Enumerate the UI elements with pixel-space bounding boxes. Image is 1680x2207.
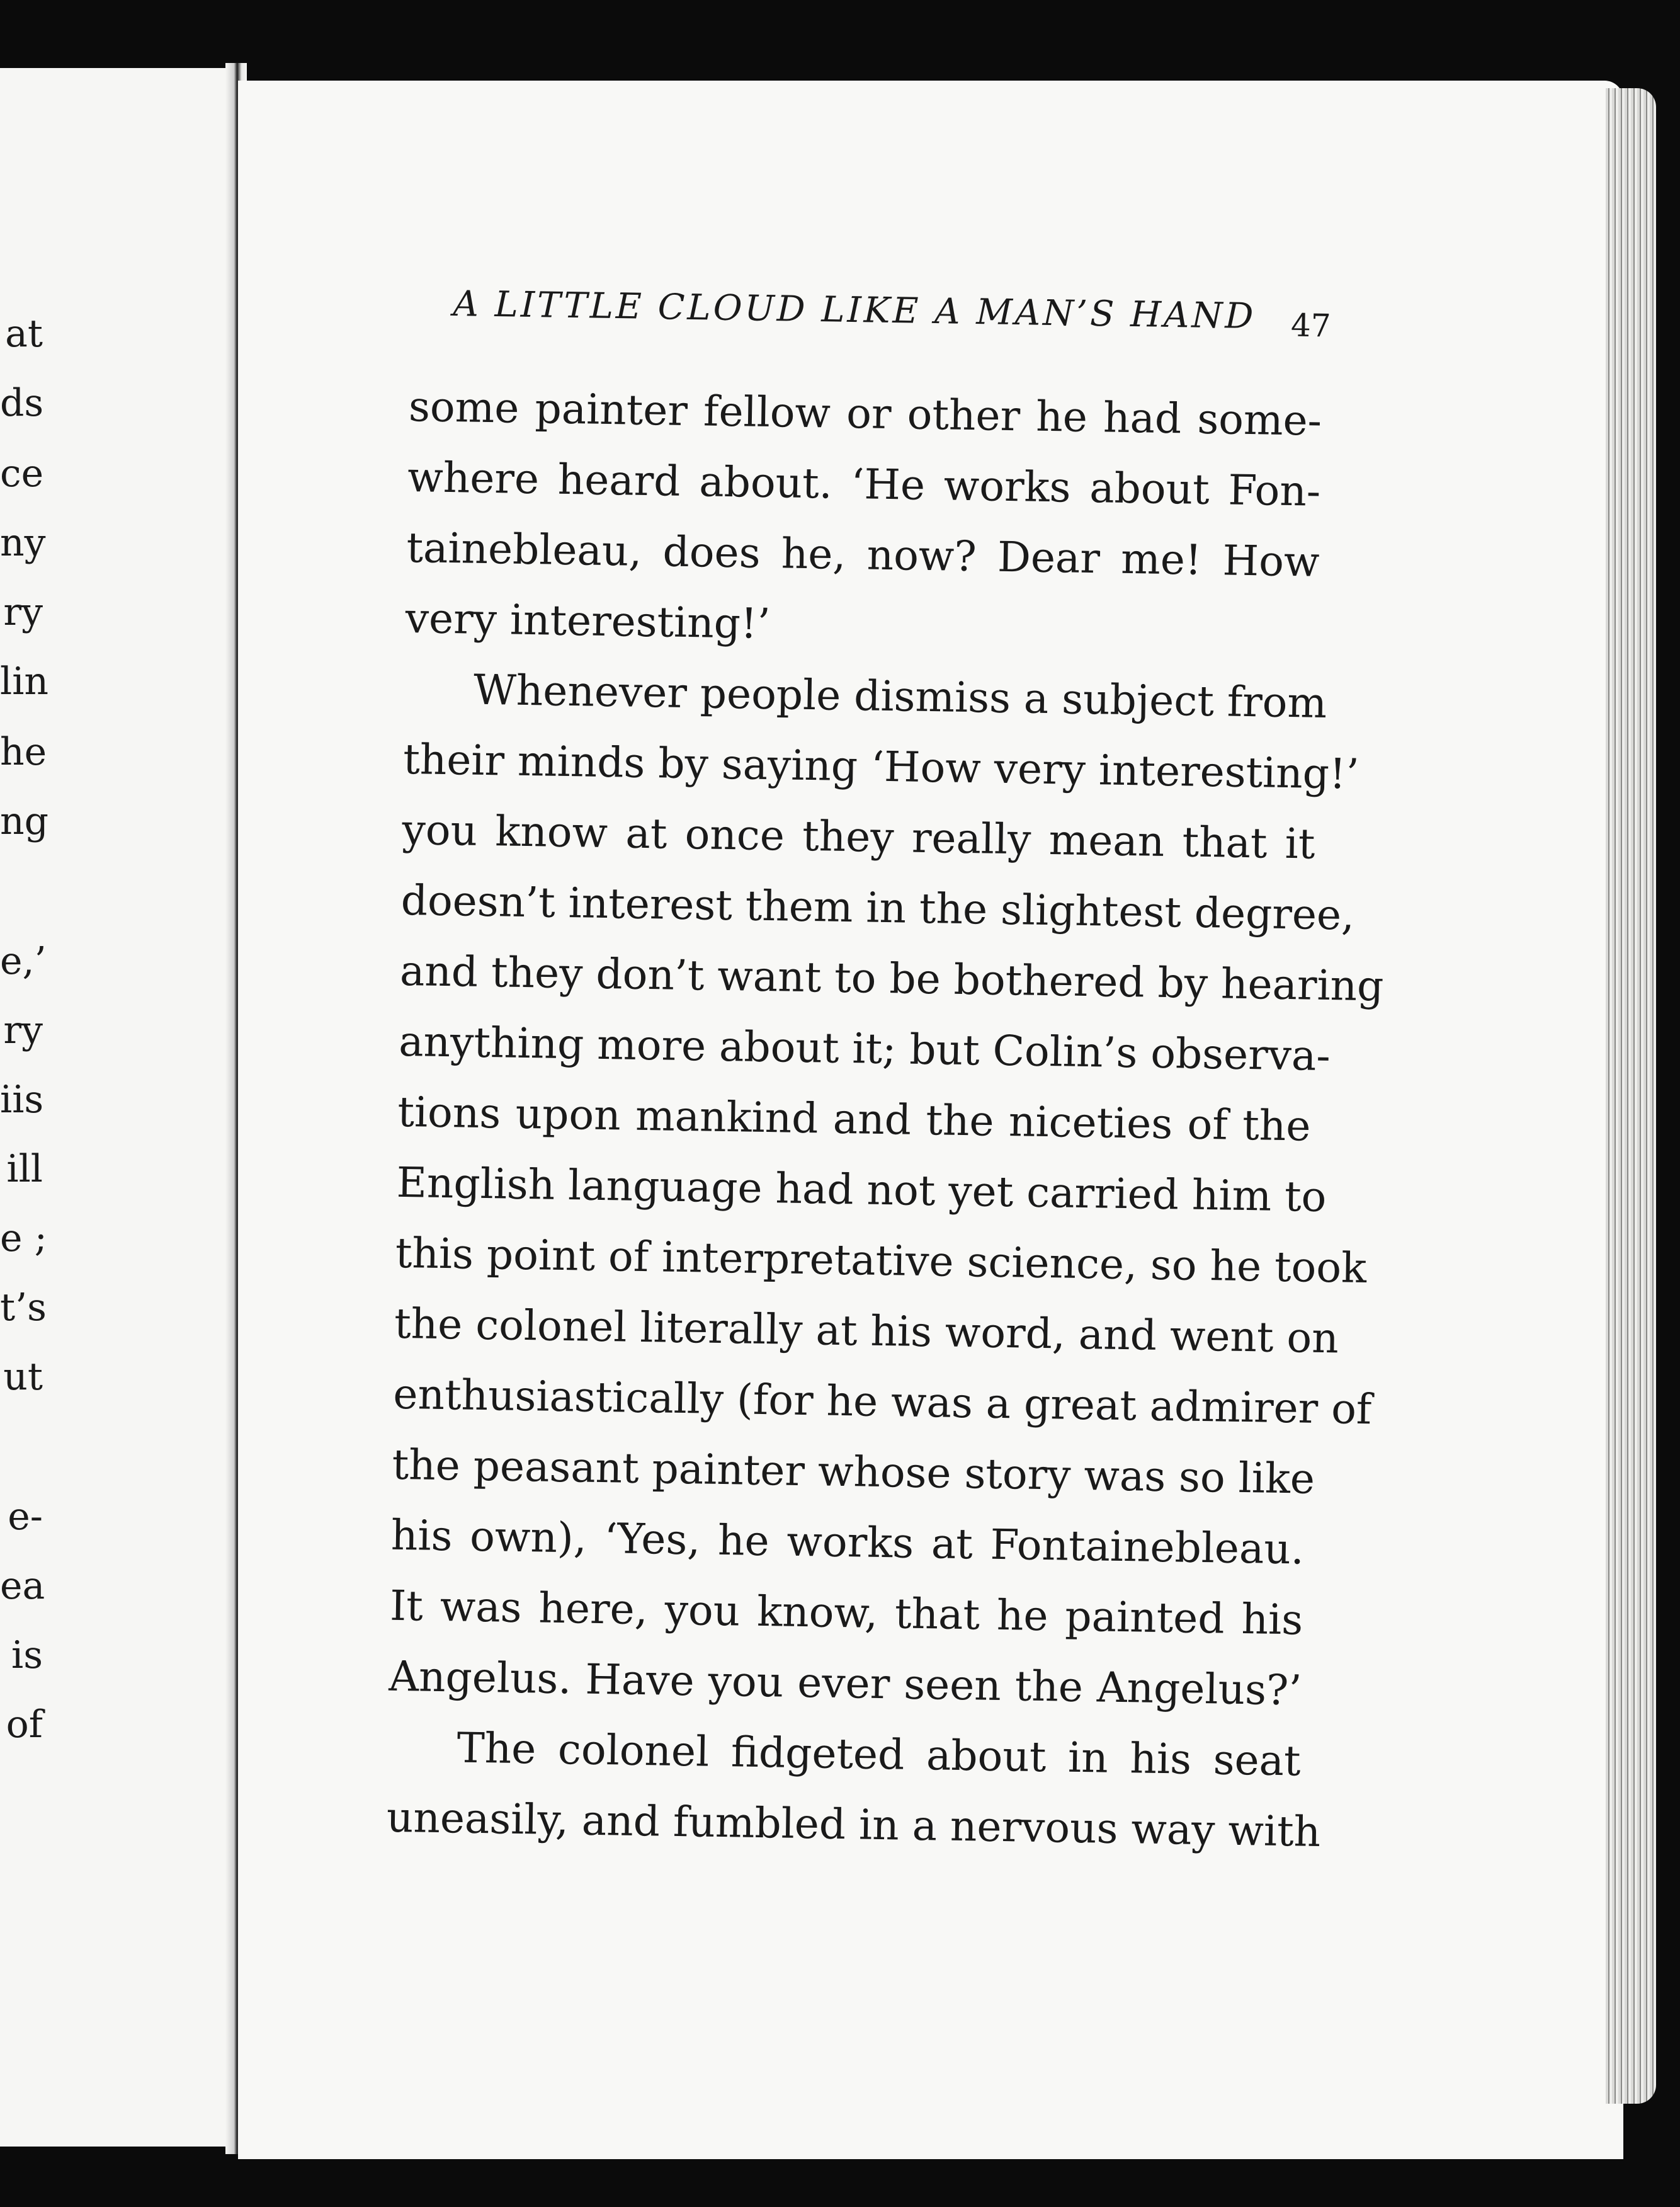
text-line: this point of interpretative science, so he took — [395, 1228, 1367, 1293]
text-line: tions upon mankind and the niceties of the — [397, 1087, 1311, 1151]
previous-page-line-fragment: ry — [3, 1008, 43, 1052]
text-line: anything more about it; but Colin’s observa- — [398, 1017, 1331, 1081]
text-line: The colonel fidgeted about in his seat — [457, 1723, 1302, 1786]
previous-page-line-fragment: is — [11, 1633, 43, 1677]
text-line: It was here, you know, that he painted his — [389, 1581, 1303, 1645]
previous-page-line-fragment: of — [6, 1702, 43, 1747]
text-line: where heard about. ‘He works about Fon- — [407, 452, 1321, 516]
previous-page-line-fragment: e,’ — [0, 939, 47, 983]
previous-page-line-fragment: he — [0, 730, 47, 774]
text-line: and they don’t want to be bothered by hearing — [399, 946, 1385, 1011]
previous-page-line-fragment: e- — [8, 1495, 43, 1539]
previous-page-line-fragment: iis — [0, 1078, 44, 1122]
previous-page-line-fragment: ny — [0, 521, 46, 565]
text-line: very interesting!’ — [405, 593, 771, 649]
text-line: enthusiastically (for he was a great admirer of — [392, 1369, 1372, 1434]
text-line: Angelus. Have you ever seen the Angelus?’ — [388, 1651, 1302, 1715]
text-line: the peasant painter whose story was so like — [392, 1440, 1315, 1503]
previous-page-line-fragment: ea — [0, 1564, 45, 1608]
text-line: tainebleau, does he, now? Dear me! How — [406, 523, 1320, 586]
previous-page — [0, 68, 238, 2147]
previous-page-line-fragment: lin — [0, 659, 49, 704]
text-line: the colonel literally at his word, and went on — [394, 1299, 1339, 1363]
previous-page-line-fragment: ng — [0, 799, 49, 843]
text-line: doesn’t interest them in the slightest degree, — [400, 875, 1355, 940]
page-number: 47 — [1290, 307, 1332, 345]
previous-page-line-fragment: ce — [0, 452, 44, 496]
running-head: A LITTLE CLOUD LIKE A MAN’S HAND — [452, 283, 1256, 338]
previous-page-line-fragment: at — [5, 312, 43, 356]
text-line: English language had not yet carried him to — [396, 1158, 1327, 1222]
text-line: his own), ‘Yes, he works at Fontainebleau. — [390, 1510, 1305, 1574]
previous-page-line-fragment: e ; — [0, 1216, 47, 1260]
text-line: some painter fellow or other he had some- — [408, 382, 1322, 445]
text-line: Whenever people dismiss a subject from — [473, 665, 1327, 727]
previous-page-line-fragment: ry — [3, 590, 43, 634]
page-edges — [1606, 88, 1656, 2104]
text-line: their minds by saying ‘How very interesting!’ — [402, 734, 1360, 799]
previous-page-line-fragment: ut — [3, 1355, 43, 1399]
text-line: you know at once they really mean that it — [401, 805, 1315, 869]
body-text — [386, 372, 1385, 1867]
previous-page-line-fragment: ill — [6, 1147, 43, 1191]
previous-page-line-fragment: ds — [0, 381, 44, 425]
text-line: uneasily, and fumbled in a nervous way with — [386, 1793, 1321, 1857]
previous-page-line-fragment: t’s — [0, 1286, 47, 1330]
